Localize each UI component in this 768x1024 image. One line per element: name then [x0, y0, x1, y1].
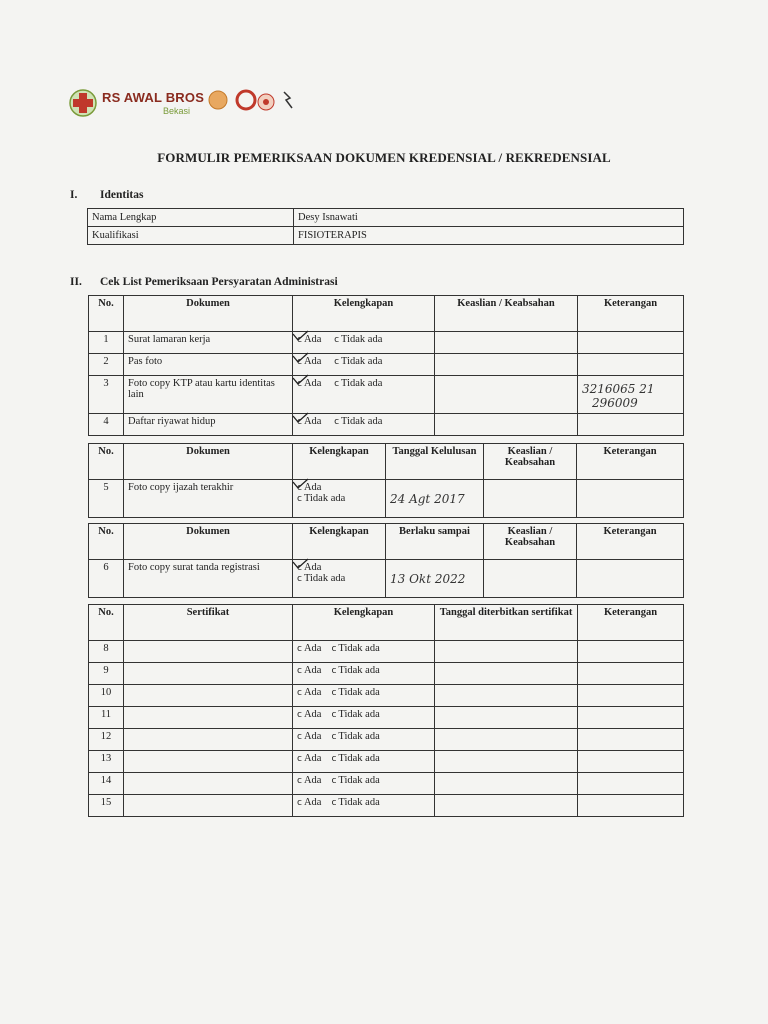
- note-cell: [578, 641, 684, 663]
- col-header: No.: [89, 444, 124, 480]
- identity-value: FISIOTERAPIS: [294, 227, 684, 245]
- completeness-options[interactable]: c Ada c Tidak ada: [293, 707, 435, 729]
- identity-value: Desy Isnawati: [294, 209, 684, 227]
- authenticity-cell: [435, 332, 578, 354]
- certificate-name: [124, 773, 293, 795]
- note-cell: [578, 685, 684, 707]
- form-title: FORMULIR PEMERIKSAAN DOKUMEN KREDENSIAL / REKREDENSIAL: [157, 150, 611, 165]
- note-cell: [578, 773, 684, 795]
- col-header: Kelengkapan: [293, 296, 435, 332]
- col-header: No.: [89, 605, 124, 641]
- issue-date-cell: [435, 707, 578, 729]
- authenticity-cell: [435, 354, 578, 376]
- table-row: [89, 751, 684, 773]
- col-header: Tanggal Kelulusan: [386, 444, 484, 480]
- table-row: [89, 480, 684, 518]
- authenticity-cell: [484, 480, 577, 518]
- certificate-name: [124, 751, 293, 773]
- note-cell: [578, 414, 684, 436]
- row-number: 15: [89, 795, 124, 817]
- col-header: Dokumen: [124, 444, 293, 480]
- issue-date-cell: [435, 773, 578, 795]
- col-header: Keaslian / Keabsahan: [435, 296, 578, 332]
- col-header: Kelengkapan: [293, 605, 435, 641]
- identity-label: Kualifikasi: [88, 227, 294, 245]
- row-number: 8: [89, 641, 124, 663]
- col-header: No.: [89, 524, 124, 560]
- row-number: 9: [89, 663, 124, 685]
- hospital-logo: [68, 86, 328, 126]
- completeness-options[interactable]: c Ada c Tidak ada: [293, 751, 435, 773]
- col-header: Tanggal diterbitkan sertifikat: [435, 605, 578, 641]
- col-header: Dokumen: [124, 296, 293, 332]
- document-name: Foto copy surat tanda registrasi: [124, 560, 293, 598]
- table-row: [89, 560, 684, 598]
- table-row: [89, 414, 684, 436]
- table-row: [89, 773, 684, 795]
- medical-cross-icon: [68, 88, 98, 118]
- note-cell: [577, 560, 684, 598]
- note-cell: [578, 376, 684, 414]
- col-header: Kelengkapan: [293, 524, 386, 560]
- table-row: [89, 332, 684, 354]
- checkmark-icon: [291, 374, 309, 386]
- authenticity-cell: [435, 376, 578, 414]
- note-cell: [578, 354, 684, 376]
- completeness-options[interactable]: c Ada c Tidak ada: [293, 414, 435, 436]
- completeness-options[interactable]: c Ada c Tidak ada: [293, 795, 435, 817]
- note-cell: [578, 663, 684, 685]
- authenticity-cell: [435, 414, 578, 436]
- row-number: 5: [89, 480, 124, 518]
- completeness-options[interactable]: c Ada c Tidak ada: [293, 354, 435, 376]
- note-cell: [578, 751, 684, 773]
- checkmark-icon: [291, 330, 309, 342]
- authenticity-cell: [484, 560, 577, 598]
- certificate-name: [124, 729, 293, 751]
- col-header: Sertifikat: [124, 605, 293, 641]
- note-cell: [578, 332, 684, 354]
- certificate-name: [124, 663, 293, 685]
- note-cell: [578, 707, 684, 729]
- certificate-name: [124, 707, 293, 729]
- checklist-table-documents: [88, 295, 684, 436]
- col-header: Keterangan: [577, 524, 684, 560]
- handwritten-date: 24 Agt 2017: [390, 491, 465, 506]
- completeness-options[interactable]: c Ada c Tidak ada: [293, 685, 435, 707]
- table-row: [89, 354, 684, 376]
- checkmark-icon: [291, 478, 309, 490]
- graduation-date-cell: [386, 480, 484, 518]
- document-name: Pas foto: [124, 354, 293, 376]
- issue-date-cell: [435, 663, 578, 685]
- col-header: Keterangan: [578, 605, 684, 641]
- table-header-row: [89, 296, 684, 332]
- accreditation-badges-icon: [206, 88, 316, 118]
- row-number: 14: [89, 773, 124, 795]
- table-row: [88, 209, 684, 227]
- identity-table: [87, 208, 684, 245]
- handwritten-id-number: 296009: [592, 396, 638, 410]
- row-number: 10: [89, 685, 124, 707]
- completeness-options[interactable]: c Ada c Tidak ada: [293, 480, 386, 518]
- row-number: 2: [89, 354, 124, 376]
- document-name: Surat lamaran kerja: [124, 332, 293, 354]
- section-checklist-heading: II. Cek List Pemeriksaan Persyaratan Administrasi: [70, 276, 338, 288]
- row-number: 12: [89, 729, 124, 751]
- col-header: Keaslian / Keabsahan: [484, 444, 577, 480]
- row-number: 13: [89, 751, 124, 773]
- completeness-options[interactable]: c Ada c Tidak ada: [293, 560, 386, 598]
- col-header: Dokumen: [124, 524, 293, 560]
- table-header-row: [89, 444, 684, 480]
- completeness-options[interactable]: c Ada c Tidak ada: [293, 729, 435, 751]
- issue-date-cell: [435, 641, 578, 663]
- col-header: Keterangan: [578, 296, 684, 332]
- document-name: Daftar riyawat hidup: [124, 414, 293, 436]
- row-number: 3: [89, 376, 124, 414]
- note-cell: [578, 729, 684, 751]
- checkmark-icon: [291, 412, 309, 424]
- issue-date-cell: [435, 685, 578, 707]
- valid-until-cell: [386, 560, 484, 598]
- identity-label: Nama Lengkap: [88, 209, 294, 227]
- checklist-table-diploma: [88, 443, 684, 518]
- certificate-name: [124, 685, 293, 707]
- col-header: No.: [89, 296, 124, 332]
- issue-date-cell: [435, 729, 578, 751]
- document-name: Foto copy ijazah terakhir: [124, 480, 293, 518]
- row-number: 11: [89, 707, 124, 729]
- table-row: [89, 795, 684, 817]
- checkmark-icon: [291, 558, 309, 570]
- table-row: [89, 707, 684, 729]
- completeness-options[interactable]: c Ada c Tidak ada: [293, 376, 435, 414]
- hospital-name: RS AWAL BROS: [102, 90, 205, 105]
- note-cell: [578, 795, 684, 817]
- document-name: Foto copy KTP atau kartu identitas lain: [124, 376, 293, 414]
- col-header: Keterangan: [577, 444, 684, 480]
- handwritten-date: 13 Okt 2022: [390, 571, 466, 586]
- completeness-options[interactable]: c Ada c Tidak ada: [293, 773, 435, 795]
- table-header-row: [89, 605, 684, 641]
- table-row: [89, 641, 684, 663]
- table-row: [89, 376, 684, 414]
- certificate-name: [124, 641, 293, 663]
- completeness-options[interactable]: c Ada c Tidak ada: [293, 663, 435, 685]
- hospital-branch: Bekasi: [163, 106, 191, 116]
- table-row: [89, 729, 684, 751]
- row-number: 6: [89, 560, 124, 598]
- issue-date-cell: [435, 795, 578, 817]
- completeness-options[interactable]: c Ada c Tidak ada: [293, 641, 435, 663]
- handwritten-id-number: 3216065 21: [582, 382, 655, 396]
- checklist-table-registration: [88, 523, 684, 598]
- col-header: Berlaku sampai: [386, 524, 484, 560]
- checkmark-icon: [291, 352, 309, 364]
- table-header-row: [89, 524, 684, 560]
- certificate-name: [124, 795, 293, 817]
- row-number: 1: [89, 332, 124, 354]
- note-cell: [577, 480, 684, 518]
- col-header: Kelengkapan: [293, 444, 386, 480]
- table-row: [89, 663, 684, 685]
- completeness-options[interactable]: c Ada c Tidak ada: [293, 332, 435, 354]
- table-row: [88, 227, 684, 245]
- row-number: 4: [89, 414, 124, 436]
- col-header: Keaslian / Keabsahan: [484, 524, 577, 560]
- table-row: [89, 685, 684, 707]
- checklist-table-certificates: [88, 604, 684, 817]
- issue-date-cell: [435, 751, 578, 773]
- section-identitas-heading: I. Identitas: [70, 189, 144, 201]
